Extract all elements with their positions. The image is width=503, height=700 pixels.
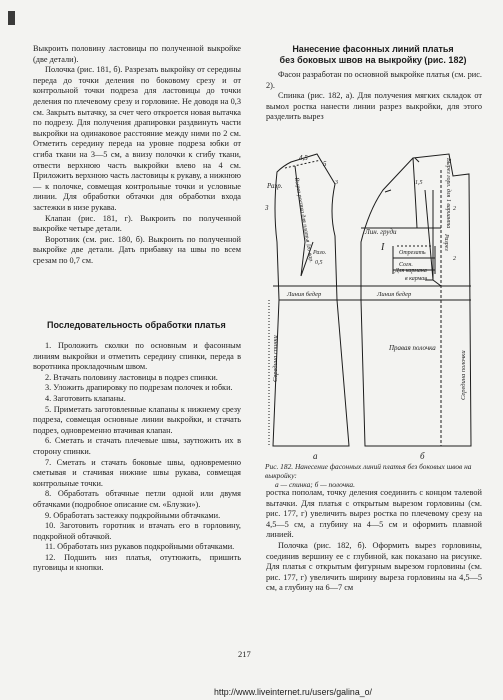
list-item: 12. Подшить низ платья, отутюжить, пришить пуговицы и кнопки. [33,552,241,573]
fig-label-dim: 5 [323,160,327,168]
fig-label: Отрезать [399,250,426,256]
section-title: Последовательность обработки платья [47,320,226,330]
paragraph: Выкроить половину ластовицы по полученной выкройке (две детали). [33,44,241,64]
list-item: 8. Обработать обтачные петли одной или двумя обтачками (подробное описание см. «Блузки»). [33,489,241,509]
fig-label: Линия бедер [377,291,412,298]
fig-label: Правая полочка [389,344,436,352]
fig-label-dim: 4,5 [299,154,308,162]
fig-label: Середина полочки [460,350,467,400]
fig-label: в карман [405,276,428,282]
list-item: 11. Обработать низ рукавов подкройными обтачками. [45,542,235,552]
figure-label-b: б [420,451,425,461]
fig-label: Согн. [399,262,413,268]
fig-label-dim: 1,5 [415,180,423,186]
caption-subtext: а — спинка; б — полочка. [275,480,355,489]
left-column [33,44,241,266]
fig-label-dim: 3 [335,180,338,186]
list-item: 4. Заготовить клапаны. [45,393,126,403]
fig-label: Вырез горл. для 1 варианта [445,158,451,229]
steps-list [33,341,241,574]
fig-label: Линия бедер [287,291,322,298]
paragraph: Полочка (рис. 182, б). Оформить вырез горловины, соединив вершину ее с глубиной, как показано на рисунке. Для платья с открытым фигурным вырезом горловины (см. рис. 177, г) увеличить ширину выреза горловины на 4,5—5 см, а глубину на 6—7 см [266,540,482,593]
fig-label: Лин. груди [365,228,397,236]
list-item: 10. Заготовить горотник и втачать его в горловину, подкройной обтачкой. [33,521,241,541]
paragraph: ростка пополам, точку деления соединить с концом талевой вытачки. Для платья с открытым вырезом горловины (см. рис. 177, г) увеличить вырез ростка по плечевому срезу на 4,5—5 см, а глубину на 4—5 см и оформить плавной линией. [266,488,482,540]
fig-label: Разо. [313,250,327,256]
pattern-figure [265,150,477,450]
front-neck-line [413,158,417,228]
fig-label: Середина спинки [272,335,279,382]
right-column-top [266,70,482,123]
list-item: 7. Сметать и стачать боковые швы, одновременно сметывая и стачивая нижние швы рукава, совмещая контрольные точки. [33,457,241,488]
list-item: 2. Втачать половину ластовицы в подрез спинки. [45,372,218,382]
page-number: 217 [238,649,251,659]
fig-label: Вырез ростка для платья Iго вар. [293,177,314,264]
fig-label: Разрез [443,234,449,251]
fig-label-dim: 2 [453,206,456,212]
caption-text: Рис. 182. Нанесение фасонных линий платья без боковых швов на выкройку: [265,462,472,480]
figure-caption [265,462,485,489]
figure-label-a: а [313,451,318,461]
footer-url[interactable]: http://www.liveinternet.ru/users/galina_o/ [214,687,372,697]
section-title-line1: Нанесение фасонных линий платья [292,44,454,54]
paragraph: Полочка (рис. 181, б). Разрезать выкройку от середины переда до точки деления по боковому срезу и от контрольной точки подреза для ластовицы до точки деления по плечевому срезу и горловине. Не доводя на 0,3 см. Закрыть вытачку, за счет чего откроется новая вытачка по подрезу. Для получения драпировки раздвинуть части выкройки на одинаковое расстояние между ними по 2 см. Отметить середину переда на уровне подреза юбки от сгиба ткани на 3—5 см, а внизу полочки к сгибу ткани, отвести верхнюю часть выкройки влево на 4 см. Приложить верхнюю часть ластовицы к рукаву, а нижнюю — к полочке, совмещая контрольные точки и условные линии. Для обработки обтачки для обработки входа застежки в низе рукава. [33,65,241,212]
paragraph: Фасон разработан по основной выкройке платья (см. рис. 2). [266,70,482,90]
right-column-bottom [266,488,482,594]
fig-label: Для кармана [395,268,427,274]
section-title-line2: без боковых швов на выкройку (рис. 182) [279,55,467,65]
list-item: 3. Уложить драпировку по подрезам полочек и юбки. [45,383,233,393]
margin-mark [8,11,15,25]
fig-label: Разр. [267,182,283,190]
list-item: 5. Приметать заготовленные клапаны к нижнему срезу подреза, совмещая основные линии выкройки, и стачать подрез, одновременно втачивая клапан. [33,404,241,435]
fig-label: I [381,242,385,253]
paragraph: Спинка (рис. 182, а). Для получения мягких складок от вымол ростка нанести линии разрез выкройки, для этого разделить вырез [266,91,482,122]
fig-label-dim: 3 [265,204,269,212]
pattern-drawing [265,150,477,450]
fig-label-dim: 2 [453,256,456,262]
list-item: 6. Сметать и стачать плечевые швы, заутюжить их в сторону спинки. [33,436,241,456]
fig-label-dim: 0,5 [315,260,323,266]
paragraph: Клапан (рис. 181, г). Выкроить по полученной выкройке четыре детали. [33,213,241,234]
list-item: 1. Проложить сколки по основным и фасонным линиям выкройки и отметить середину спинки, переда в воротника прокладочным швом. [33,341,241,372]
list-item: 9. Обработать застежку подкройными обтачками. [45,510,221,520]
paragraph: Воротник (см. рис. 180, б). Выкроить по полученной выкройке две детали. Дать прибавку на швы по всем срезам по 0,7 см. [33,234,241,265]
